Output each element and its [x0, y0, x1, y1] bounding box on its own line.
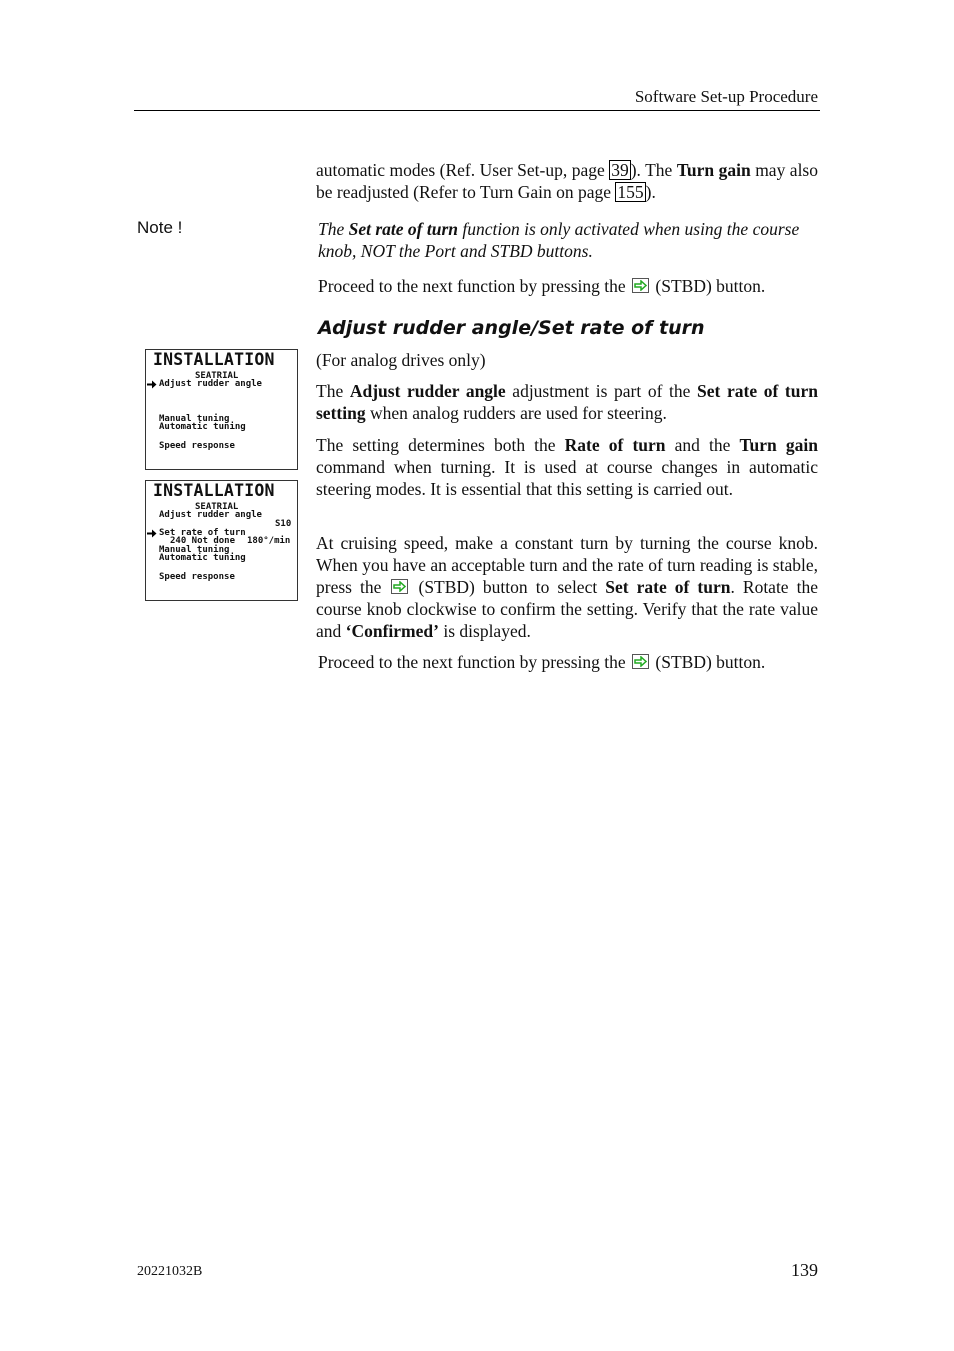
- p1-text-2: adjustment is part of the: [505, 381, 698, 401]
- paragraph-adjust-rudder: [316, 380, 818, 424]
- menu-item-automatic-tuning[interactable]: Automatic tuning: [159, 422, 246, 432]
- menu-item-speed-response[interactable]: Speed response: [159, 441, 235, 451]
- menu-item-adjust-rudder-angle[interactable]: Adjust rudder angle: [159, 510, 262, 520]
- stbd-button-icon: [632, 654, 649, 669]
- proceed-paragraph-2: [318, 651, 820, 673]
- p3-text-2: (STBD) button to select: [410, 577, 606, 597]
- p1-bold-1: Adjust rudder angle: [349, 381, 506, 401]
- rate-value-readout: 180°/min: [247, 536, 291, 546]
- installation-screen-2: [145, 480, 298, 601]
- header-rule: [134, 110, 820, 111]
- rudder-value-readout: S10: [275, 519, 292, 529]
- section-heading: Adjust rudder angle/Set rate of turn: [318, 317, 705, 339]
- proceed2-text-2: (STBD) button.: [651, 652, 766, 672]
- turn-gain-bold: Turn gain: [676, 160, 751, 180]
- p3-bold-1: Set rate of turn: [605, 577, 731, 597]
- proceed-paragraph-1: [318, 275, 820, 297]
- page-ref-39[interactable]: 39: [611, 160, 629, 180]
- panel-subtitle: SEATRIAL: [195, 371, 239, 381]
- rate-status-readout: 240 Not done: [170, 536, 236, 546]
- running-header: Software Set-up Procedure: [634, 87, 818, 106]
- p3-text-3: . Rotate the course knob clockwise to confirm the setting. Verify that the rate value and: [316, 577, 818, 641]
- stbd-button-icon: [391, 579, 408, 594]
- p1-text-1: The: [316, 381, 350, 401]
- intro-paragraph: [316, 159, 818, 203]
- p2-text-1: The setting determines both the: [316, 435, 565, 455]
- p3-text-4: is displayed.: [438, 621, 531, 641]
- intro-text-3: may also be readjusted (Refer to Turn Gain on page: [316, 160, 818, 202]
- proceed-text-1: Proceed to the next function by pressing the: [318, 276, 631, 296]
- stbd-button-icon: [632, 278, 649, 293]
- panel-title: INSTALLATION: [153, 350, 275, 369]
- p1-text-3: when analog rudders are used for steering.: [365, 403, 667, 423]
- proceed-text-2: (STBD) button.: [651, 276, 766, 296]
- paragraph-cruising-speed: [316, 532, 818, 642]
- note-text-2: function is only activated when using the course knob, NOT the Port and STBD buttons.: [318, 219, 800, 261]
- proceed2-text-1: Proceed to the next function by pressing the: [318, 652, 631, 672]
- p2-bold-1: Rate of turn: [564, 435, 666, 455]
- intro-text-2: ). The: [630, 160, 677, 180]
- installation-screen-1: [145, 349, 298, 470]
- selection-arrow-icon: [147, 529, 157, 538]
- menu-item-speed-response[interactable]: Speed response: [159, 572, 235, 582]
- panel-title: INSTALLATION: [153, 481, 275, 500]
- document-code: 20221032B: [137, 1264, 203, 1279]
- p3-text-1: At cruising speed, make a constant turn by turning the course knob. When you have an acceptable turn and the rate of turn reading is stable, press the: [316, 533, 818, 597]
- menu-item-manual-tuning[interactable]: Manual tuning: [159, 414, 230, 424]
- menu-item-adjust-rudder-angle[interactable]: Adjust rudder angle: [159, 379, 262, 389]
- menu-item-automatic-tuning[interactable]: Automatic tuning: [159, 553, 246, 563]
- note-text: [318, 218, 818, 262]
- menu-item-manual-tuning[interactable]: Manual tuning: [159, 545, 230, 555]
- p2-text-2: and the: [665, 435, 740, 455]
- paragraph-setting-determines: [316, 434, 818, 500]
- p3-bold-2: ‘Confirmed’: [345, 621, 439, 641]
- p2-text-3: command when turning. It is used at course changes in automatic steering modes. It is essential that this setting is carried out.: [316, 457, 818, 499]
- menu-item-set-rate-of-turn[interactable]: Set rate of turn: [159, 528, 246, 538]
- note-label: Note !: [137, 218, 183, 237]
- page-ref-155[interactable]: 155: [617, 182, 644, 202]
- note-bold: Set rate of turn: [348, 219, 459, 239]
- panel-subtitle: SEATRIAL: [195, 502, 239, 512]
- p2-bold-2: Turn gain: [739, 435, 818, 455]
- note-text-1: The: [318, 219, 349, 239]
- intro-text-1: automatic modes (Ref. User Set-up, page: [316, 160, 610, 180]
- page-number: 139: [791, 1260, 818, 1280]
- intro-text-4: ).: [645, 182, 656, 202]
- p1-bold-2: Set rate of turn setting: [316, 381, 818, 423]
- selection-arrow-icon: [147, 380, 157, 389]
- analog-drives-note: (For analog drives only): [316, 350, 486, 370]
